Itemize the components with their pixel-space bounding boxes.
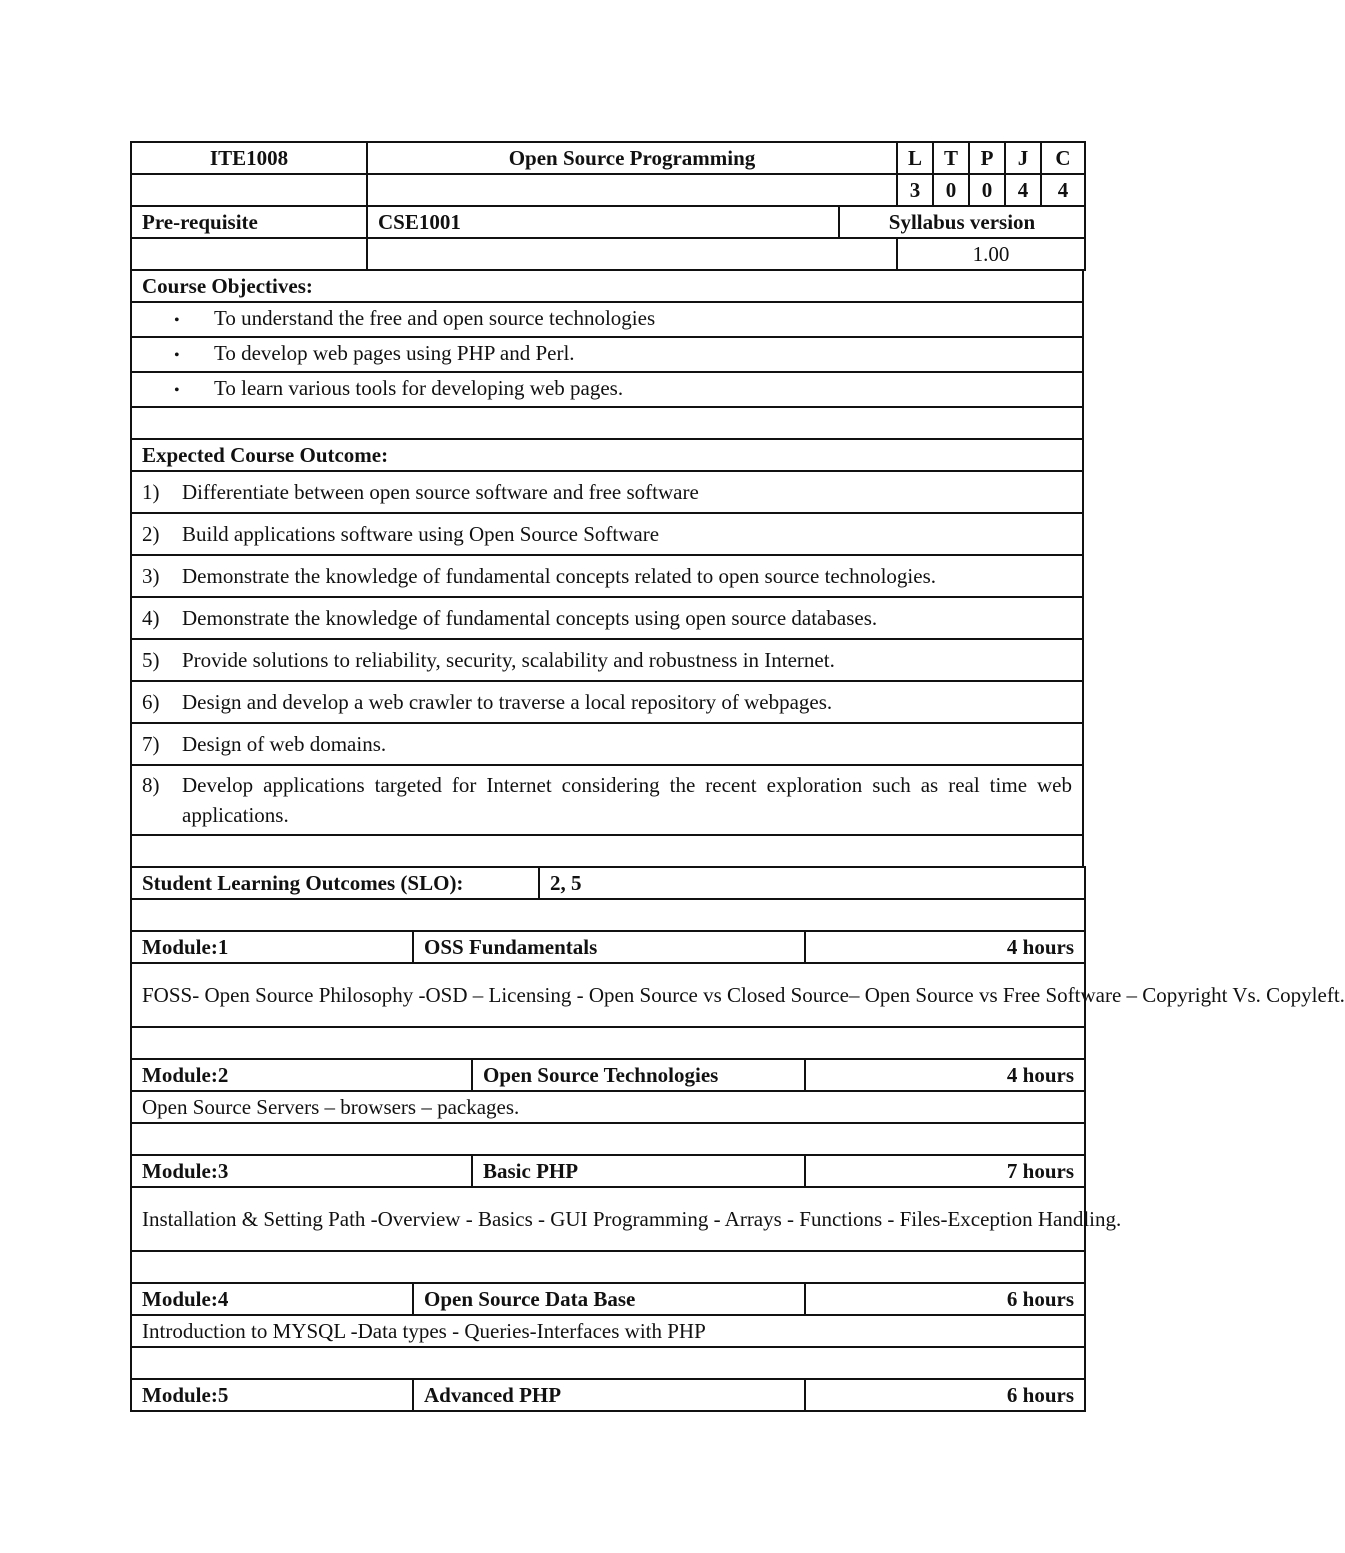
objective-item: • To develop web pages using PHP and Perl. (131, 337, 1083, 372)
ltpjc-label-t: T (933, 142, 969, 174)
ltpjc-label-l: L (897, 142, 933, 174)
slo-value: 2, 5 (539, 867, 1085, 899)
module-hours: 7 hours (805, 1155, 1085, 1187)
outcome-item: 8) Develop applications targeted for Internet considering the recent exploration such as real time web applications. (131, 765, 1083, 835)
ltpjc-label-p: P (969, 142, 1005, 174)
ltpjc-label-c: C (1041, 142, 1085, 174)
module-5-table (130, 1378, 1086, 1412)
module-label: Module:4 (131, 1283, 413, 1315)
module-3-table (130, 1154, 1122, 1284)
module-title: Basic PHP (472, 1155, 805, 1187)
module-2-table (130, 1058, 1086, 1156)
outcome-item: 2) Build applications software using Open Source Software (131, 513, 1083, 555)
syllabus-version-value: 1.00 (897, 238, 1085, 270)
module-1-table (130, 930, 1345, 1060)
ltpjc-value-p: 0 (969, 174, 1005, 206)
ltpjc-value-t: 0 (933, 174, 969, 206)
course-title-cell: Open Source Programming (367, 142, 897, 174)
spacer-row (131, 1027, 1085, 1059)
ltpjc-label-j: J (1005, 142, 1041, 174)
module-hours: 4 hours (805, 931, 1085, 963)
outcome-item: 4) Demonstrate the knowledge of fundamental concepts using open source databases. (131, 597, 1083, 639)
module-label: Module:2 (131, 1059, 472, 1091)
module-hours: 6 hours (805, 1283, 1085, 1315)
bullet-icon: • (174, 312, 180, 329)
ltpjc-value-l: 3 (897, 174, 933, 206)
spacer-row (131, 1123, 1085, 1155)
module-content: Introduction to MYSQL -Data types - Queries-Interfaces with PHP (131, 1315, 1085, 1347)
module-title: Open Source Data Base (413, 1283, 805, 1315)
spacer-row (131, 835, 1083, 867)
ltpjc-value-c: 4 (1041, 174, 1085, 206)
prereq-value: CSE1001 (367, 206, 839, 238)
module-label: Module:5 (131, 1379, 413, 1411)
outcome-item: 6) Design and develop a web crawler to traverse a local repository of webpages. (131, 681, 1083, 723)
module-title: Open Source Technologies (472, 1059, 805, 1091)
course-code-cell: ITE1008 (131, 142, 367, 174)
module-content: Installation & Setting Path -Overview - Basics - GUI Programming - Arrays - Functions - Files-Exception Handling. (131, 1187, 1085, 1251)
module-4-table (130, 1282, 1086, 1380)
ltpjc-value-j: 4 (1005, 174, 1041, 206)
bullet-icon: • (174, 382, 180, 399)
objectives-outcomes-table (130, 269, 1084, 868)
syllabus-version-label: Syllabus version (839, 206, 1085, 238)
spacer-row (131, 1251, 1085, 1283)
module-content: FOSS- Open Source Philosophy -OSD – Licensing - Open Source vs Closed Source– Open Source vs Free Software – Copyright Vs. Copyleft. (131, 963, 1085, 1027)
outcome-item: 1) Differentiate between open source software and free software (131, 471, 1083, 513)
syllabus-sheet (130, 141, 1345, 1412)
bullet-icon: • (174, 347, 180, 364)
outcome-item: 5) Provide solutions to reliability, security, scalability and robustness in Internet. (131, 639, 1083, 681)
module-content: Open Source Servers – browsers – packages. (131, 1091, 1085, 1123)
course-header-grid (130, 141, 1086, 207)
spacer-row (131, 1347, 1085, 1379)
prereq-label: Pre-requisite (131, 206, 367, 238)
module-hours: 4 hours (805, 1059, 1085, 1091)
module-label: Module:3 (131, 1155, 472, 1187)
module-hours: 6 hours (805, 1379, 1085, 1411)
slo-table (130, 866, 1086, 932)
prerequisite-table (130, 205, 1086, 271)
spacer-row (131, 407, 1083, 439)
objective-item: • To learn various tools for developing web pages. (131, 372, 1083, 407)
slo-label: Student Learning Outcomes (SLO): (131, 867, 539, 899)
spacer-row (131, 899, 1085, 931)
module-title: OSS Fundamentals (413, 931, 805, 963)
outcome-item: 7) Design of web domains. (131, 723, 1083, 765)
module-label: Module:1 (131, 931, 413, 963)
outcomes-heading: Expected Course Outcome: (131, 439, 1083, 471)
module-title: Advanced PHP (413, 1379, 805, 1411)
outcome-item: 3) Demonstrate the knowledge of fundamental concepts related to open source technologies. (131, 555, 1083, 597)
objectives-heading: Course Objectives: (131, 270, 1083, 302)
objective-item: • To understand the free and open source technologies (131, 302, 1083, 337)
